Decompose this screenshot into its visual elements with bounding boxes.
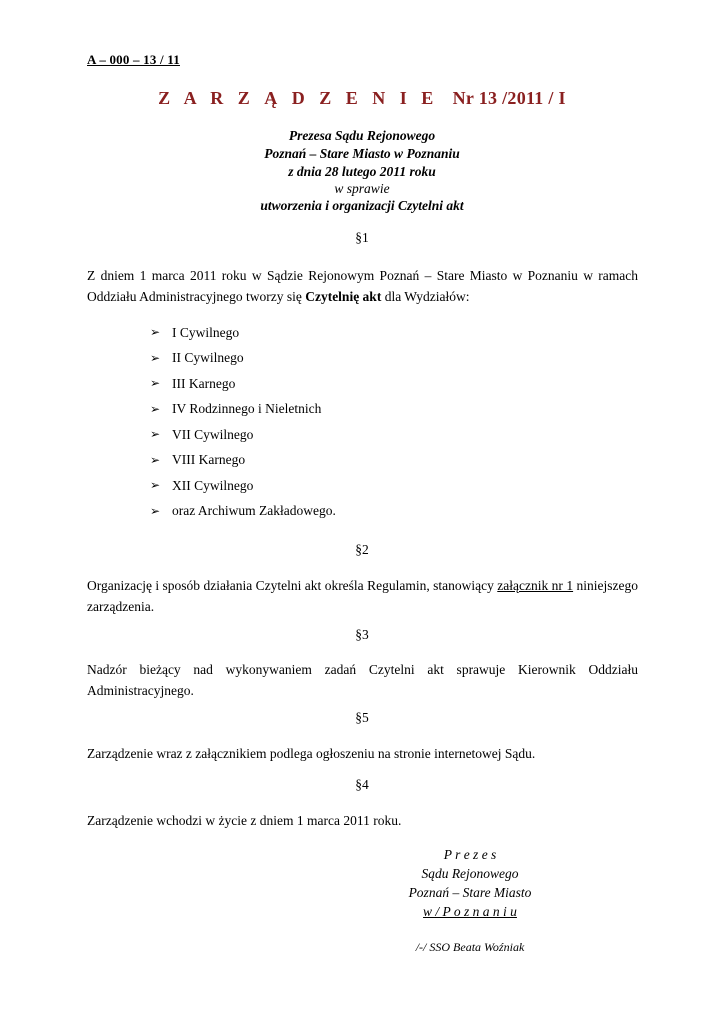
list-item-label: II Cywilnego	[172, 350, 244, 366]
list-item	[150, 346, 336, 372]
arrow-bullet-icon: ➢	[150, 503, 161, 518]
issuer-line-2: Poznań – Stare Miasto w Poznaniu	[264, 146, 460, 161]
signature-court: Sądu Rejonowego	[421, 866, 519, 881]
list-item-label: oraz Archiwum Zakładowego.	[172, 503, 336, 519]
list-item	[150, 371, 336, 397]
list-item	[150, 499, 336, 525]
section-2-text	[87, 575, 638, 617]
document-reference: A – 000 – 13 / 11	[87, 52, 180, 67]
document-title	[0, 88, 724, 109]
list-item	[150, 422, 336, 448]
list-item	[150, 320, 336, 346]
list-item-label: VII Cywilnego	[172, 426, 254, 442]
section-4-heading: §4	[355, 777, 369, 792]
section-1-heading: §1	[355, 230, 369, 245]
arrow-bullet-icon: ➢	[150, 452, 161, 467]
section-1-text-start: Z dniem 1 marca 2011 roku w Sądzie Rejonowym Poznań – Stare Miasto w Poznaniu w ramach Oddziału Administracyjnego tworzy się	[87, 268, 638, 304]
signature-city: w / P o z n a n i u	[423, 904, 517, 919]
departments-list	[150, 320, 336, 524]
arrow-bullet-icon: ➢	[150, 401, 161, 416]
list-item-label: VIII Karnego	[172, 452, 246, 468]
list-item-label: III Karnego	[172, 375, 236, 391]
section-1-text-bold: Czytelnię akt	[305, 289, 382, 304]
section-5-heading: §5	[355, 710, 369, 725]
section-4-text: Zarządzenie wchodzi w życie z dniem 1 marca 2011 roku.	[87, 813, 402, 828]
arrow-bullet-icon: ➢	[150, 478, 161, 493]
arrow-bullet-icon: ➢	[150, 427, 161, 442]
section-3-text: Nadzór bieżący nad wykonywaniem zadań Czytelni akt sprawuje Kierownik Oddziału Administracyjnego.	[87, 662, 638, 698]
list-item-label: IV Rodzinnego i Nieletnich	[172, 401, 322, 417]
issuer-line-1: Prezesa Sądu Rejonowego	[288, 128, 436, 143]
signature-title: P r e z e s	[443, 847, 497, 862]
list-item-label: XII Cywilnego	[172, 477, 254, 493]
arrow-bullet-icon: ➢	[150, 376, 161, 391]
list-item	[150, 448, 336, 474]
list-item	[150, 397, 336, 423]
section-1-text	[87, 265, 638, 307]
title-number: Nr 13 /2011 / I	[452, 88, 566, 108]
section-1-text-end: dla Wydziałów:	[381, 289, 470, 304]
signature-district: Poznań – Stare Miasto	[408, 885, 532, 900]
title-word: Z A R Z Ą D Z E N I E	[158, 88, 439, 108]
signer-name: /-/ SSO Beata Woźniak	[415, 940, 525, 954]
subject-line: utworzenia i organizacji Czytelni akt	[260, 198, 464, 213]
attachment-reference: załącznik nr 1	[497, 578, 574, 593]
regarding-line: w sprawie	[334, 181, 390, 196]
date-line: z dnia 28 lutego 2011 roku	[288, 164, 436, 179]
section-5-text: Zarządzenie wraz z załącznikiem podlega ogłoszeniu na stronie internetowej Sądu.	[87, 746, 536, 761]
list-item-label: I Cywilnego	[172, 324, 240, 340]
section-2-heading: §2	[355, 542, 369, 557]
section-2-text-end: niniejszego zarządzenia.	[87, 578, 638, 614]
section-2-text-start: Organizację i sposób działania Czytelni akt określa Regulamin, stanowiący	[87, 578, 498, 593]
section-3-heading: §3	[355, 627, 369, 642]
list-item	[150, 473, 336, 499]
arrow-bullet-icon: ➢	[150, 350, 161, 365]
arrow-bullet-icon: ➢	[150, 325, 161, 340]
